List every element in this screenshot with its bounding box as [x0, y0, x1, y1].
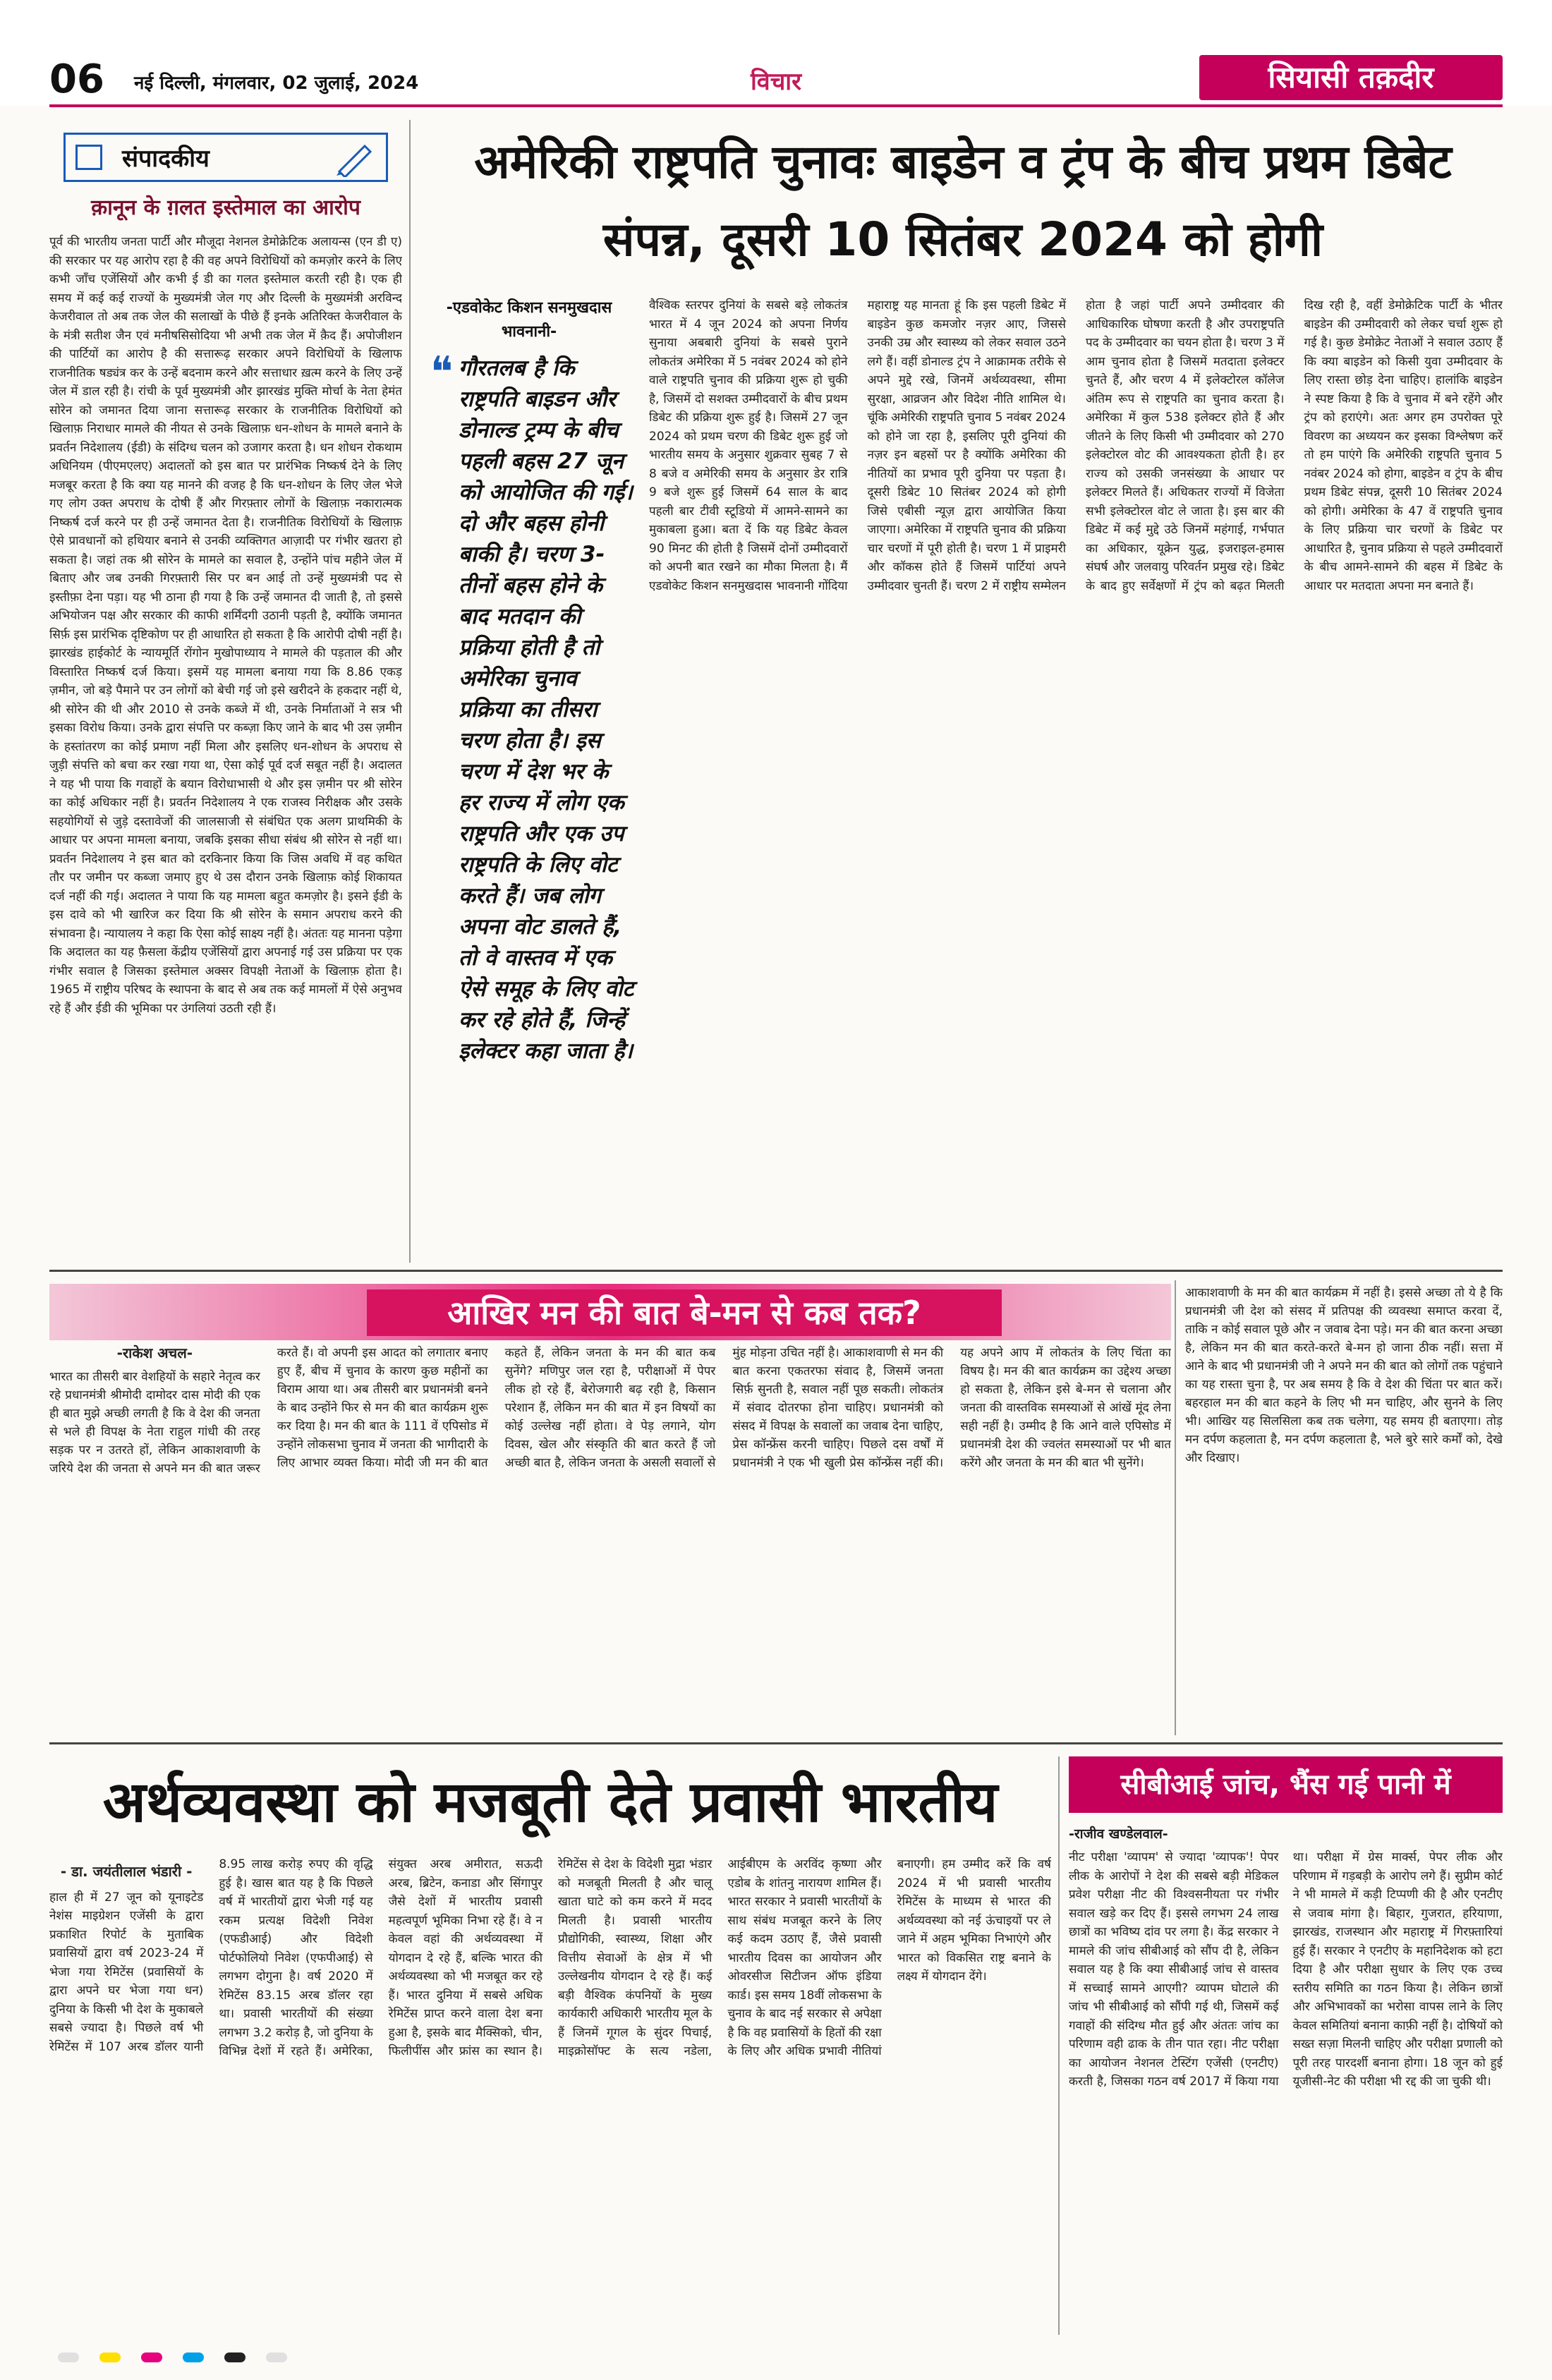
- color-swatch: [99, 2352, 121, 2362]
- column-divider: [1058, 1756, 1060, 2335]
- economy-body-text: हाल ही में 27 जून को यूनाइटेड नेशंस माइग्रेशन एजेंसी के द्वारा प्रकाशित रिपोर्ट के मुताबिक प्रवासियों द्वारा वर्ष 2023-24 में भेजा गया रेमिटेंस (प्रवासियों के द्वारा अपने घर भेजा गया धन) दुनिया के किसी भी देश के मुकाबले सबसे ज्यादा है। पिछले वर्ष भी रेमिटेंस में 107 अरब डॉलर यानी 8.95 लाख करोड़ रुपए की वृद्धि हुई है। खास बात यह है कि पिछले वर्ष में भारतीयों द्वारा भेजी गई यह रकम प्रत्यक्ष विदेशी निवेश (एफडीआई) और विदेशी पोर्टफोलियो निवेश (एफपीआई) से लगभग दोगुना है। वर्ष 2020 में रेमिटेंस 83.15 अरब डॉलर रहा था। प्रवासी भारतीयों की संख्या लगभग 3.2 करोड़ है, जो दुनिया के विभिन्न देशों में रहते हैं। अमेरिका, संयुक्त अरब अमीरात, सऊदी अरब, ब्रिटेन, कनाडा और सिंगापुर जैसे देशों में भारतीय प्रवासी महत्वपूर्ण भूमिका निभा रहे हैं। वे न केवल वहां की अर्थव्यवस्था में योगदान दे रहे हैं, बल्कि भारत की अर्थव्यवस्था को भी मजबूत कर रहे हैं। भारत दुनिया में सबसे अधिक रेमिटेंस प्राप्त करने वाला देश बना हुआ है, इसके बाद मैक्सिको, चीन, फिलीपींस और फ्रांस का स्थान है। रेमिटेंस से देश के विदेशी मुद्रा भंडार को मजबूती मिलती है और चालू खाता घाटे को कम करने में मदद मिलती है। प्रवासी भारतीय प्रौद्योगिकी, स्वास्थ्य, शिक्षा और वित्तीय सेवाओं के क्षेत्र में भी उल्लेखनीय योगदान दे रहे हैं। कई बड़ी वैश्विक कंपनियों के मुख्य कार्यकारी अधिकारी भारतीय मूल के हैं जिनमें गूगल के सुंदर पिचाई, माइक्रोसॉफ्ट के सत्य नडेला, आईबीएम के अरविंद कृष्णा और एडोब के शांतनु नारायण शामिल हैं। भारत सरकार ने प्रवासी भारतीयों के साथ संबंध मजबूत करने के लिए कई कदम उठाए हैं, जैसे प्रवासी भारतीय दिवस का आयोजन और ओवरसीज सिटीजन ऑफ इंडिया कार्ड। इस समय 18वीं लोकसभा के चुनाव के बाद नई सरकार से अपेक्षा है कि वह प्रवासियों के हितों की रक्षा के लिए और अधिक प्रभावी नीतियां बनाएगी। हम उम्मीद करें कि वर्ष 2024 में भी प्रवासी भारतीय रेमिटेंस के माध्यम से भारत की अर्थव्यवस्था को नई ऊंचाइयों पर ले जाने में अहम भूमिका निभाएंगे और भारत को विकसित राष्ट्र बनाने के लक्ष्य में योगदान देंगे।: [49, 1857, 1051, 2058]
- print-color-bar: [49, 2349, 1503, 2366]
- editorial-column: [49, 120, 402, 1263]
- dateline: नई दिल्ली, मंगलवार, 02 जुलाई, 2024: [134, 73, 419, 94]
- mann-headline: आखिर मन की बात बे-मन से कब तक?: [367, 1289, 1002, 1336]
- column-divider: [409, 120, 411, 1263]
- pen-icon: [334, 140, 376, 177]
- lead-pull-quote: गौरतलब है कि राष्ट्रपति बाइडन और डोनाल्ड ट्रम्प के बीच पहली बहस 27 जून को आयोजित की गई। दो और बहस होनी बाकी है। चरण 3-तीनों बहस होने के बाद मतदान की प्रक्रिया होती है तो अमेरिका चुनाव प्रक्रिया का तीसरा चरण होता है। इस चरण में देश भर के हर राज्य में लोग एक राष्ट्रपति और एक उप राष्ट्रपति के लिए वोट करते हैं। जब लोग अपना वोट डालते हैं, तो वे वास्तव में एक ऐसे समूह के लिए वोट कर रहे होते हैं, जिन्हें इलेक्टर कहा जाता है।: [459, 356, 634, 1064]
- editorial-label-box: [63, 133, 388, 182]
- lead-byline: -एडवोकेट किशन सनमुखदास भावनानी-: [446, 299, 612, 341]
- cbi-body: नीट परीक्षा 'व्यापम' से ज्यादा 'व्यापक'! पेपर लीक के आरोपों ने देश की सबसे बड़ी मेडिकल प्रवेश परीक्षा नीट की विश्वसनीयता पर गंभीर सवाल खड़े कर दिए हैं। इससे लगभग 24 लाख छात्रों का भविष्य दांव पर लगा है। केंद्र सरकार ने मामले की जांच सीबीआई को सौंप दी है, लेकिन सवाल यह है कि क्या सीबीआई जांच से वास्तव में सच्चाई सामने आएगी? व्यापम घोटाले की जांच भी सीबीआई को सौंपी गई थी, जिसमें कई गवाहों की संदिग्ध मौत हुई और अंततः जांच का परिणाम वही ढाक के तीन पात रहा। नीट परीक्षा का आयोजन नेशनल टेस्टिंग एजेंसी (एनटीए) करती है, जिसका गठन वर्ष 2017 में किया गया था। परीक्षा में ग्रेस मार्क्स, पेपर लीक और परिणाम में गड़बड़ी के आरोप लगे हैं। सुप्रीम कोर्ट ने भी मामले में कड़ी टिप्पणी की है और एनटीए से जवाब मांगा है। बिहार, गुजरात, हरियाणा, झारखंड, राजस्थान और महाराष्ट्र में गिरफ़्तारियां हुई हैं। सरकार ने एनटीए के महानिदेशक को हटा दिया है और परीक्षा सुधार के लिए एक उच्च स्तरीय समिति का गठन किया है। लेकिन छात्रों और अभिभावकों का भरोसा वापस लाने के लिए केवल समितियां बनाना काफ़ी नहीं है। दोषियों को सख्त सज़ा मिलनी चाहिए और परीक्षा प्रणाली को पूरी तरह पारदर्शी बनाना होगा। 18 जून को हुई यूजीसी-नेट की परीक्षा भी रद्द की जा चुकी थी।: [1069, 1850, 1503, 2089]
- lead-body: वैश्विक स्तरपर दुनियां के सबसे बड़े लोकतंत्र भारत में 4 जून 2024 को अपना निर्णय सुनाया अबबारी दुनियां के सबसे पुराने लोकतंत्र अमेरिका में 5 नवंबर 2024 को होने वाले राष्ट्रपति चुनाव की प्रक्रिया शुरू हो चुकी है, जिसमें दो सशक्त उम्मीदवारों के बीच प्रथम डिबेट की प्रक्रिया शुरू हुई है। जिसमें 27 जून 2024 को प्रथम चरण की डिबेट शुरू हुई जो भारतीय समय के अनुसार शुक्रवार सुबह 7 से 8 बजे व अमेरिकी समय के अनुसार डेर रात्रि 9 बजे शुरू हुई जिसमें 64 साल के बाद पहली बार टीवी स्टूडियो में आमने-सामने का मुकाबला हुआ। बता दें कि यह डिबेट केवल 90 मिनट की होती है जिसमें दोनों उम्मीदवारों को अपनी बात रखने का मौका मिलता है। मैं एडवोकेट किशन सनमुखदास भावनानी गोंदिया महाराष्ट्र यह मानता हूं कि इस पहली डिबेट में बाइडेन कुछ कमजोर नज़र आए, जिससे उनकी उम्र और स्वास्थ्य को लेकर सवाल उठने लगे हैं। वहीं डोनाल्ड ट्रंप ने आक्रामक तरीके से अपने मुद्दे रखे, जिनमें अर्थव्यवस्था, सीमा सुरक्षा, आव्रजन और विदेश नीति शामिल थे। चूंकि अमेरिकी राष्ट्रपति चुनाव 5 नवंबर 2024 को होने जा रहा है, इसलिए पूरी दुनियां की नज़र इन बहसों पर है क्योंकि अमेरिका की नीतियों का प्रभाव पूरी दुनिया पर पड़ता है। दूसरी डिबेट 10 सितंबर 2024 को होगी जिसे एबीसी न्यूज़ द्वारा आयोजित किया जाएगा। अमेरिका में राष्ट्रपति चुनाव की प्रक्रिया चार चरणों में पूरी होती है। चरण 1 में प्राइमरी और कॉकस होते हैं जिसमें पार्टियां अपने उम्मीदवार चुनती हैं। चरण 2 में राष्ट्रीय सम्मेलन होता है जहां पार्टी अपने उम्मीदवार की आधिकारिक घोषणा करती है और उपराष्ट्रपति पद के उम्मीदवार का चयन होता है। चरण 3 में आम चुनाव होता है जिसमें मतदाता इलेक्टर चुनते हैं, और चरण 4 में इलेक्टोरल कॉलेज अंतिम रूप से राष्ट्रपति का चुनाव करता है। अमेरिका में कुल 538 इलेक्टर होते हैं और जीतने के लिए किसी भी उम्मीदवार को 270 इलेक्टोरल वोट की आवश्यकता होती है। हर राज्य को उसकी जनसंख्या के आधार पर इलेक्टर मिलते हैं। अधिकतर राज्यों में विजेता सभी इलेक्टोरल वोट ले जाता है। इस बार की डिबेट में कई मुद्दे उठे जिनमें महंगाई, गर्भपात का अधिकार, यूक्रेन युद्ध, इजराइल-हमास संघर्ष और जलवायु परिवर्तन प्रमुख रहे। डिबेट के बाद हुए सर्वेक्षणों में ट्रंप को बढ़त मिलती दिख रही है, वहीं डेमोक्रेटिक पार्टी के भीतर बाइडेन की उम्मीदवारी को लेकर चर्चा शुरू हो गई है। कुछ डेमोक्रेट नेताओं ने सवाल उठाए हैं कि क्या बाइडेन को किसी युवा उम्मीदवार के लिए रास्ता छोड़ देना चाहिए। हालांकि बाइडेन ने स्पष्ट किया है कि वे चुनाव में बने रहेंगे और ट्रंप को हराएंगे। अतः अगर हम उपरोक्त पूरे विवरण का अध्ययन कर इसका विश्लेषण करें तो हम पाएंगे कि अमेरिकी राष्ट्रपति चुनाव 5 नवंबर 2024 को होगा, बाइडेन व ट्रंप के बीच प्रथम डिबेट संपन्न, दूसरी 10 सितंबर 2024 को होगी। अमेरिका के 47 वें राष्ट्रपति चुनाव के लिए प्रक्रिया चार चरणों के डिबेट पर आधारित है, चुनाव प्रक्रिया से पहले उम्मीदवारों के बीच आमने-सामने की बहस में डिबेट के आधार पर मतदाता अपना मन बनाते हैं।: [649, 298, 1503, 593]
- section-rule: [49, 1742, 1503, 1744]
- square-icon: [75, 145, 102, 170]
- editorial-headline: क़ानून के ग़लत इस्तेमाल का आरोप: [91, 195, 360, 220]
- mann-body-text: भारत का तीसरी बार वेशहियों के सहारे नेतृत्व कर रहे प्रधानमंत्री श्रीमोदी दामोदर दास मोदी की एक ही बात मुझे अच्छी लगती है कि वे देश की जनता से भले ही विपक्ष के नेता राहुल गांधी की तरह सड़क पर न उतरते हों, लेकिन आकाशवाणी के जरिये देश की जनता से अपने मन की बात जरूर करते हैं। वो अपनी इस आदत को लगातार बनाए हुए हैं, बीच में चुनाव के कारण कुछ महीनों का विराम आया था। अब तीसरी बार प्रधानमंत्री बनने के बाद उन्होंने फिर से मन की बात कार्यक्रम शुरू कर दिया है। मन की बात के 111 वें एपिसोड में उन्होंने लोकसभा चुनाव में जनता की भागीदारी के लिए आभार व्यक्त किया। मोदी जी मन की बात कहते हैं, लेकिन जनता के मन की बात कब सुनेंगे? मणिपुर जल रहा है, परीक्षाओं में पेपर लीक हो रहे हैं, बेरोजगारी बढ़ रही है, किसान परेशान हैं, लेकिन मन की बात में इन विषयों का कोई उल्लेख नहीं होता। वे पेड़ लगाने, योग दिवस, खेल और संस्कृति की बात करते हैं जो अच्छी बात है, लेकिन जनता के असली सवालों से मुंह मोड़ना उचित नहीं है। आकाशवाणी से मन की बात करना एकतरफा संवाद है, जिसमें जनता सिर्फ़ सुनती है, सवाल नहीं पूछ सकती। लोकतंत्र में संवाद दोतरफा होना चाहिए। प्रधानमंत्री को संसद में विपक्ष के सवालों का जवाब देना चाहिए, प्रेस कॉन्फ्रेंस करनी चाहिए। पिछले दस वर्षों में प्रधानमंत्री ने एक भी खुली प्रेस कॉन्फ्रेंस नहीं की। यह अपने आप में लोकतंत्र के लिए चिंता का विषय है। मन की बात कार्यक्रम का उद्देश्य अच्छा हो सकता है, लेकिन इसे बे-मन से चलाना और जनता की वास्तविक समस्याओं से आंखें मूंद लेना सही नहीं है। उम्मीद है कि आने वाले एपिसोड में प्रधानमंत्री देश की ज्वलंत समस्याओं पर भी बात करेंगे और जनता के मन की बात भी सुनेंगे।: [49, 1346, 1171, 1476]
- section-rule: [49, 1270, 1503, 1272]
- masthead-rule: [49, 104, 1503, 107]
- color-swatch: [141, 2352, 162, 2362]
- page-number: 06: [49, 56, 104, 102]
- color-swatch: [58, 2352, 79, 2362]
- mann-right-column: आकाशवाणी के मन की बात कार्यक्रम में नहीं है। इससे अच्छा तो ये है कि प्रधानमंत्री जी देश को संसद में प्रतिपक्ष की व्यवस्था समाप्त करवा दें, ताकि न कोई सवाल पूछे और न जवाब देना पड़े। मन की बात करना अच्छा है, लेकिन मन की बात करते-करते बे-मन हो जाना ठीक नहीं। सत्ता में आने के बाद भी प्रधानमंत्री जी ने अपने मन की बात को लोगों तक पहुंचाने का यह रास्ता चुना है, पर अब समय है कि वे देश की चिंता पर बात करें। बहरहाल मन की बात कहने के लिए भी मन चाहिए, और सुनने के लिए भी। आखिर यह सिलसिला कब तक चलेगा, यह समय ही बताएगा। तोड़ मन दर्पण कहलाता है, मन दर्पण कहलाता है, भले बुरे सारे कर्मों को, देखे और दिखाए।: [1185, 1286, 1503, 1465]
- section-label-right: सियासी तक़दीर: [1199, 55, 1503, 100]
- editorial-body: पूर्व की भारतीय जनता पार्टी और मौजूदा नेशनल डेमोक्रेटिक अलायन्स (एन डी ए) की सरकार पर यह आरोप रहा है की वह अपने विरोधियों को कमज़ोर करने के लिए कभी जाँच एजेंसियों और कभी ई डी का गलत इस्तेमाल करती रही है। एक ही समय में कई कई राज्यों के मुख्यमंत्री जेल गए और दिल्ली के मुख्यमंत्री अरविन्द केजरीवाल तो अब तक जेल की सलाखों के पीछे हैं इनके अतिरिक्त केजरीवाल के के मंत्री सतीश जैन एवं मनीषसिसोदिया भी अभी तक जेल में क़ैद हैं। अपोजीशन की पार्टियों का आरोप है की सत्तारूढ़ सरकार अपने विरोधियों के खिलाफ राजनीतिक षड्यंत्र कर के उन्हें बदनाम करने और सत्ताधार ख़त्म करने के लिए उन्हें जेल में डाल रही है। रांची के पूर्व मुख्यमंत्री और झारखंड मुक्ति मोर्चा के नेता हेमंत सोरेन को जमानत दिया जाना सत्तारूढ़ सरकार के राजनीतिक विरोधियों को खिलाफ़ निराधार मामले की नीयत से उनके खिलाफ़ धन-शोधन के मामले बनाने के प्रवर्तन निदेशालय (ईडी) के संदिग्ध चलन को उजागर करता है। धन शोधन रोकथाम अधिनियम (पीएमएलए) अदालतों को इस बात पर प्रारंभिक निष्कर्ष देने के लिए मजबूर करता है कि क्या यह मानने की वजह है कि धन-शोधन के लिए जेल भेजे गए लोग उक्त अपराध के दोषी हैं और गिरफ़्तार लोगों के खिलाफ़ नकारात्मक निष्कर्ष दर्ज करने पर ही उन्हें जमानत देता है। राजनीतिक विरोधियों के खिलाफ़ ऐसे प्रावधानों को हथियार बनाने से उनकी व्यक्तिगत आज़ादी पर गंभीर खतरा हो सकता है। जहां तक श्री सोरेन के मामले का सवाल है, उन्होंने पांच महीने जेल में बिताए और जब उनकी गिरफ़्तारी सिर पर बन आई तो उन्हें मुख्यमंत्री पद से इस्तीफ़ा देना पड़ा। यह भी ठाना ही गया है कि उन्हें जमानत दी जाती है, तो इससे अभियोजन पक्ष और सरकार की काफी शर्मिंदगी उठानी पड़ती है, क्योंकि जमानत सिर्फ़ इस प्रारंभिक दृष्टिकोण पर ही आधारित हो सकता है कि आरोपी दोषी नहीं है। झारखंड हाईकोर्ट के न्यायमूर्ति रोंगोन मुखोपाध्याय ने मामले की पड़ताल की और विस्तारित निष्कर्ष दर्ज किया। इसमें यह मामला बनाया गया कि 8.86 एकड़ ज़मीन, जो बड़े पैमाने पर उन लोगों को बेची गई जो इसे खरीदने के हकदार नहीं थे, श्री सोरेन की थी और 2010 से उनके कब्जे में थी, उनके निर्माताओं ने सत्र भी इसका विरोध किया। उनके द्वारा संपत्ति पर कब्ज़ा किए जाने के बाद भी उस ज़मीन के हस्तांतरण का कोई प्रमाण नहीं मिला और इसलिए धन-शोधन के अपराध से जुड़ी संपत्ति को बचा कर रखा गया था, ऐसा कोई पूर्व दर्ज सबूत नहीं है। अदालत ने यह भी पाया कि गवाहों के बयान विरोधाभासी थे और इस ज़मीन पर श्री सोरेन का कोई अधिकार नहीं है। प्रवर्तन निदेशालय ने एक राजस्व निरीक्षक और उसके सहयोगियों से जुड़े दस्तावेजों की जालसाजी से संबंधित एक अलग प्राथमिकी के आधार पर अपना मामला बनाया, जबकि इसका सीधा संबंध श्री सोरेन से नहीं था। प्रवर्तन निदेशालय ने इस बात को दरकिनार किया कि जिस अवधि में वह कथित तौर पर जमीन पर कब्जा जमाए हुए थे उस दौरान उनके खिलाफ़ कोई शिकायत दर्ज नहीं की गई। अदालत ने पाया कि यह मामला बहुत कमज़ोर है। इसने ईडी के इस दावे को भी खारिज कर दिया कि श्री सोरेन के समान अपराध करने की संभावना है। न्यायालय ने कहा कि ऐसा कोई साक्ष्य नहीं है। अंततः यह मानना पड़ेगा कि अदालत का यह फ़ैसला केंद्रीय एजेंसियों द्वारा अपनाई गई उस प्रक्रिया पर एक गंभीर सवाल है जिसका इस्तेमाल अक्सर विपक्षी नेताओं के खिलाफ़ होता है। 1965 में राष्ट्रीय परिषद के स्थापना के बाद से अब तक कई मामलों में ऐसे अनुभव रहे हैं और ईडी की भूमिका पर उंगलियां उठती रही हैं।: [49, 235, 402, 1016]
- lead-pull-section: [423, 296, 635, 1213]
- section-label-center: विचार: [750, 68, 801, 96]
- mann-body: [49, 1344, 1171, 1725]
- lead-headline: अमेरिकी राष्ट्रपति चुनावः बाइडेन व ट्रंप के बीच प्रथम डिबेट संपन्न, दूसरी 10 सितंबर 2024 को होगी: [474, 135, 1452, 267]
- color-swatch: [266, 2352, 287, 2362]
- quote-icon: ❝: [430, 348, 454, 397]
- color-swatch: [183, 2352, 204, 2362]
- editorial-label: संपादकीय: [122, 145, 210, 173]
- mann-byline: -राकेश अचल-: [116, 1344, 193, 1361]
- cbi-headline: सीबीआई जांच, भैंस गई पानी में: [1069, 1756, 1503, 1813]
- economy-headline: अर्थव्यवस्था को मजबूती देते प्रवासी भारतीय: [102, 1769, 998, 1835]
- economy-body: [49, 1855, 1051, 2335]
- economy-byline: - डा. जयंतीलाल भंडारी -: [60, 1863, 193, 1880]
- column-divider: [1175, 1280, 1176, 1735]
- color-swatch: [224, 2352, 245, 2362]
- cbi-byline: -राजीव खण्डेलवाल-: [1069, 1826, 1168, 1842]
